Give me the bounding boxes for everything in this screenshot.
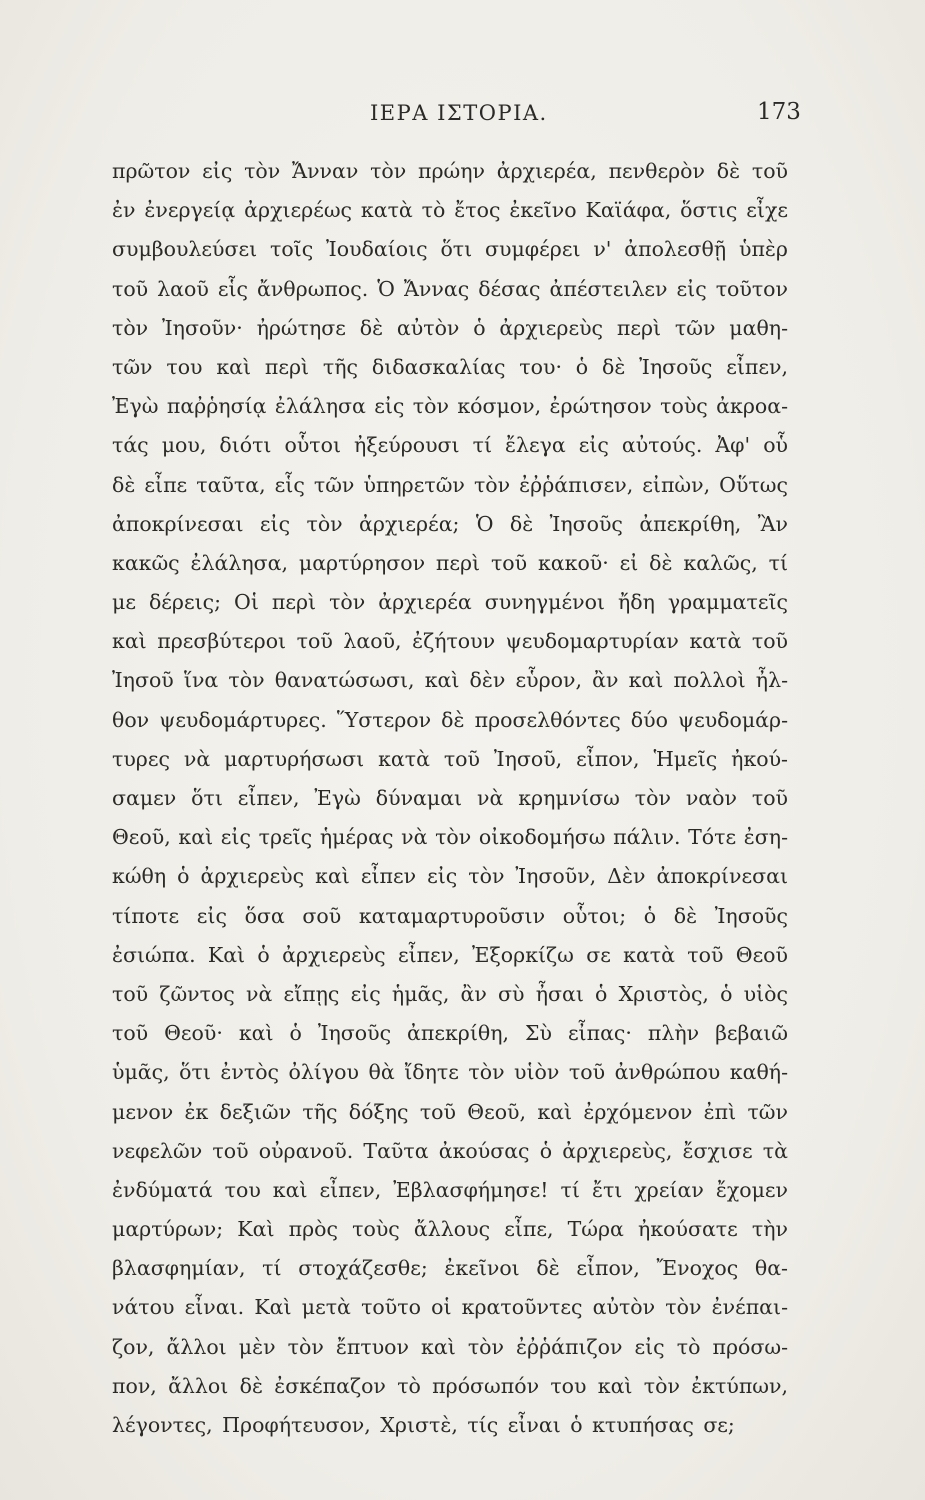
text-line: συμβουλεύσει τοῖς Ἰουδαίοις ὅτι συμφέρει ν' ἀπολεσθῇ ὑπὲρ [112,237,788,262]
text-line: σαμεν ὅτι εἶπεν, Ἐγὼ δύναμαι νὰ κρημνίσω τὸν ναὸν τοῦ [112,786,788,810]
text-line: τυρες νὰ μαρτυρήσωσι κατὰ τοῦ Ἰησοῦ, εἶπον, Ἡμεῖς ἠκού- [112,746,788,771]
text-line: τοῦ ζῶντος νὰ εἴπῃς εἰς ἡμᾶς, ἂν σὺ ἦσαι ὁ Χριστὸς, ὁ υἱὸς [112,981,788,1006]
text-line: ἐν ἐνεργείᾳ ἀρχιερέως κατὰ τὸ ἔτος ἐκεῖνο Καϊάφα, ὅστις εἶχε [112,198,788,223]
text-line: ζον, ἄλλοι μὲν τὸν ἔπτυον καὶ τὸν ἐῤῥάπιζον εἰς τὸ πρόσω- [112,1334,788,1359]
running-title: ΙΕΡΑ ΙΣΤΟΡΙΑ. [370,101,548,125]
text-line: τοῦ λαοῦ εἷς ἄνθρωπος. Ὁ Ἄννας δέσας ἀπέστειλεν εἰς τοῦτον [112,276,788,301]
body-text [112,152,788,1445]
text-line: κώθη ὁ ἀρχιερεὺς καὶ εἶπεν εἰς τὸν Ἰησοῦν, Δὲν ἀποκρίνεσαι [112,864,788,889]
page-number: 173 [757,99,801,125]
text-line: μαρτύρων; Καὶ πρὸς τοὺς ἄλλους εἶπε, Τώρα ἠκούσατε τὴν [112,1217,788,1242]
text-line: νάτου εἶναι. Καὶ μετὰ τοῦτο οἱ κρατοῦντες αὐτὸν τὸν ἐνέπαι- [112,1295,788,1320]
text-line: ἀποκρίνεσαι εἰς τὸν ἀρχιερέα; Ὁ δὲ Ἰησοῦς ἀπεκρίθη, Ἂν [112,511,788,536]
text-line: νεφελῶν τοῦ οὐρανοῦ. Ταῦτα ἀκούσας ὁ ἀρχιερεὺς, ἔσχισε τὰ [112,1138,788,1163]
text-line: βλασφημίαν, τί στοχάζεσθε; ἐκεῖνοι δὲ εἶπον, Ἔνοχος θα- [112,1256,788,1281]
text-line: τὸν Ἰησοῦν· ἠρώτησε δὲ αὐτὸν ὁ ἀρχιερεὺς περὶ τῶν μαθη- [112,315,788,340]
text-line: ὑμᾶς, ὅτι ἐντὸς ὀλίγου θὰ ἴδητε τὸν υἱὸν τοῦ ἀνθρώπου καθή- [112,1060,788,1085]
text-line: Ἰησοῦ ἵνα τὸν θανατώσωσι, καὶ δὲν εὗρον, ἂν καὶ πολλοὶ ἦλ- [112,668,788,693]
text-line: θον ψευδομάρτυρες. Ὕστερον δὲ προσελθόντες δύο ψευδομάρ- [112,707,788,732]
running-head [0,101,925,131]
text-line: τοῦ Θεοῦ· καὶ ὁ Ἰησοῦς ἀπεκρίθη, Σὺ εἶπας· πλὴν βεβαιῶ [112,1021,788,1046]
text-line: τῶν του καὶ περὶ τῆς διδασκαλίας του· ὁ δὲ Ἰησοῦς εἶπεν, [112,354,788,379]
text-line: δὲ εἶπε ταῦτα, εἷς τῶν ὑπηρετῶν τὸν ἐῤῥάπισεν, εἰπὼν, Οὕτως [112,472,788,497]
text-line: πον, ἄλλοι δὲ ἐσκέπαζον τὸ πρόσωπόν του καὶ τὸν ἐκτύπων, [112,1373,788,1398]
text-line: λέγοντες, Προφήτευσον, Χριστὲ, τίς εἶναι ὁ κτυπήσας σε; [112,1413,735,1437]
text-line: Θεοῦ, καὶ εἰς τρεῖς ἡμέρας νὰ τὸν οἰκοδομήσω πάλιν. Τότε ἐση- [112,825,788,850]
text-line: Ἐγὼ παῤῥησίᾳ ἐλάλησα εἰς τὸν κόσμον, ἐρώτησον τοὺς ἀκροα- [112,394,788,419]
text-line: μενον ἐκ δεξιῶν τῆς δόξης τοῦ Θεοῦ, καὶ ἐρχόμενον ἐπὶ τῶν [112,1099,788,1124]
text-line: τίποτε εἰς ὅσα σοῦ καταμαρτυροῦσιν οὗτοι; ὁ δὲ Ἰησοῦς [112,903,788,928]
text-line: με δέρεις; Οἱ περὶ τὸν ἀρχιερέα συνηγμένοι ἤδη γραμματεῖς [112,590,788,615]
text-line: ἐσιώπα. Καὶ ὁ ἀρχιερεὺς εἶπεν, Ἐξορκίζω σε κατὰ τοῦ Θεοῦ [112,942,788,967]
text-line: καὶ πρεσβύτεροι τοῦ λαοῦ, ἐζήτουν ψευδομαρτυρίαν κατὰ τοῦ [112,629,788,654]
text-line: ἐνδύματά του καὶ εἶπεν, Ἐβλασφήμησε! τί ἔτι χρείαν ἔχομεν [112,1177,788,1202]
text-line: τάς μου, διότι οὗτοι ἠξεύρουσι τί ἔλεγα εἰς αὐτούς. Ἀφ' οὗ [112,433,788,458]
text-line: κακῶς ἐλάλησα, μαρτύρησον περὶ τοῦ κακοῦ· εἰ δὲ καλῶς, τί [112,550,788,575]
text-line: πρῶτον εἰς τὸν Ἄνναν τὸν πρώην ἀρχιερέα, πενθερὸν δὲ τοῦ [112,159,788,183]
